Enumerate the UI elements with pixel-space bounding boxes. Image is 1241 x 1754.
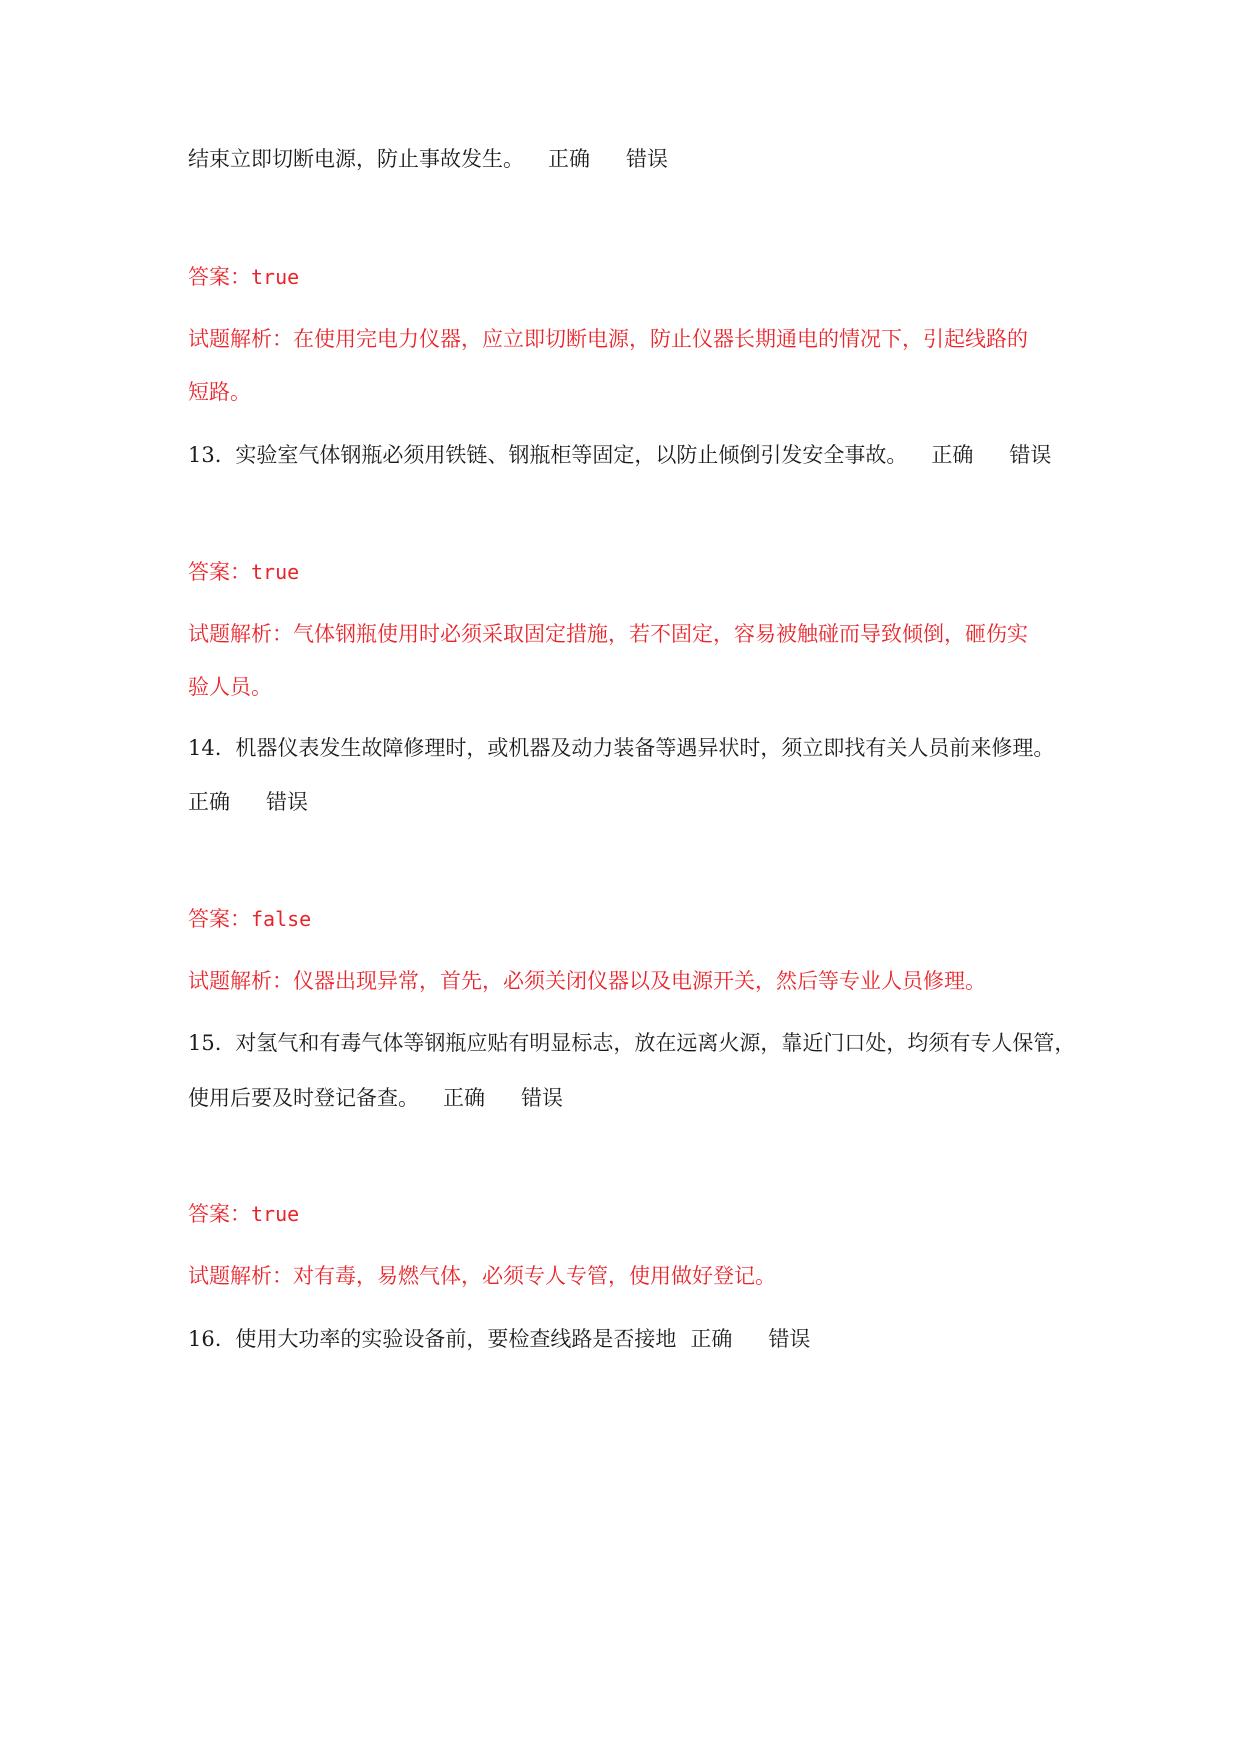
answer-label: 答案： (188, 907, 251, 931)
option-true-q15[interactable]: 正确 (443, 1086, 485, 1110)
question-16-text: 使用大功率的实验设备前，要检查线路是否接地 (235, 1327, 677, 1351)
answer-q12 (188, 262, 1068, 292)
question-12-tail: 结束立即切断电源，防止事故发生。 (188, 147, 524, 171)
option-true-q13[interactable]: 正确 (931, 443, 974, 467)
answer-label: 答案： (188, 265, 251, 289)
question-14 (188, 733, 1068, 763)
question-13-text: 实验室气体钢瓶必须用铁链、钢瓶柜等固定，以防止倾倒引发安全事故。 (235, 443, 908, 467)
question-15-line2 (188, 1083, 1068, 1113)
answer-value: true (251, 560, 300, 584)
answer-label: 答案： (188, 560, 251, 584)
option-false-q16[interactable]: 错误 (768, 1327, 811, 1351)
question-15-text-line2: 使用后要及时登记备查。 (188, 1086, 419, 1110)
analysis-q15-line1: 试题解析：对有毒，易燃气体，必须专人专管，使用做好登记。 (188, 1264, 776, 1288)
analysis-q13-line2: 验人员。 (188, 675, 272, 699)
option-false-q15[interactable]: 错误 (521, 1086, 563, 1110)
option-true-q14[interactable]: 正确 (188, 790, 230, 814)
answer-value: true (251, 265, 300, 289)
question-number: 13. (188, 443, 222, 467)
analysis-q12-line1: 试题解析：在使用完电力仪器，应立即切断电源，防止仪器长期通电的情况下，引起线路的 (188, 327, 1028, 351)
option-true-q16[interactable]: 正确 (690, 1327, 733, 1351)
question-13 (188, 440, 1068, 470)
question-number: 15. (188, 1031, 222, 1055)
analysis-q14-line1: 试题解析：仪器出现异常，首先，必须关闭仪器以及电源开关，然后等专业人员修理。 (188, 969, 986, 993)
question-15 (188, 1028, 1076, 1058)
option-false-q13[interactable]: 错误 (1009, 443, 1052, 467)
answer-label: 答案： (188, 1202, 251, 1226)
question-14-text: 机器仪表发生故障修理时，或机器及动力装备等遇异状时，须立即找有关人员前来修理。 (235, 736, 1055, 760)
question-number: 14. (188, 736, 222, 760)
answer-q15 (188, 1199, 1068, 1229)
option-true-q12[interactable]: 正确 (548, 147, 590, 171)
option-false-q14[interactable]: 错误 (266, 790, 308, 814)
question-14-options (188, 787, 1068, 817)
answer-q13 (188, 557, 1068, 587)
question-15-text-line1: 对氢气和有毒气体等钢瓶应贴有明显标志，放在远离火源，靠近门口处，均须有专人保管， (235, 1031, 1076, 1055)
answer-value: false (251, 907, 312, 931)
question-number: 16. (188, 1327, 222, 1351)
question-16 (188, 1324, 1068, 1354)
answer-value: true (251, 1202, 300, 1226)
analysis-q12-line2: 短路。 (188, 380, 251, 404)
option-false-q12[interactable]: 错误 (626, 147, 668, 171)
question-12-text (188, 144, 1068, 174)
analysis-q13-line1: 试题解析：气体钢瓶使用时必须采取固定措施，若不固定，容易被触碰而导致倾倒，砸伤实 (188, 622, 1028, 646)
answer-q14 (188, 904, 1068, 934)
